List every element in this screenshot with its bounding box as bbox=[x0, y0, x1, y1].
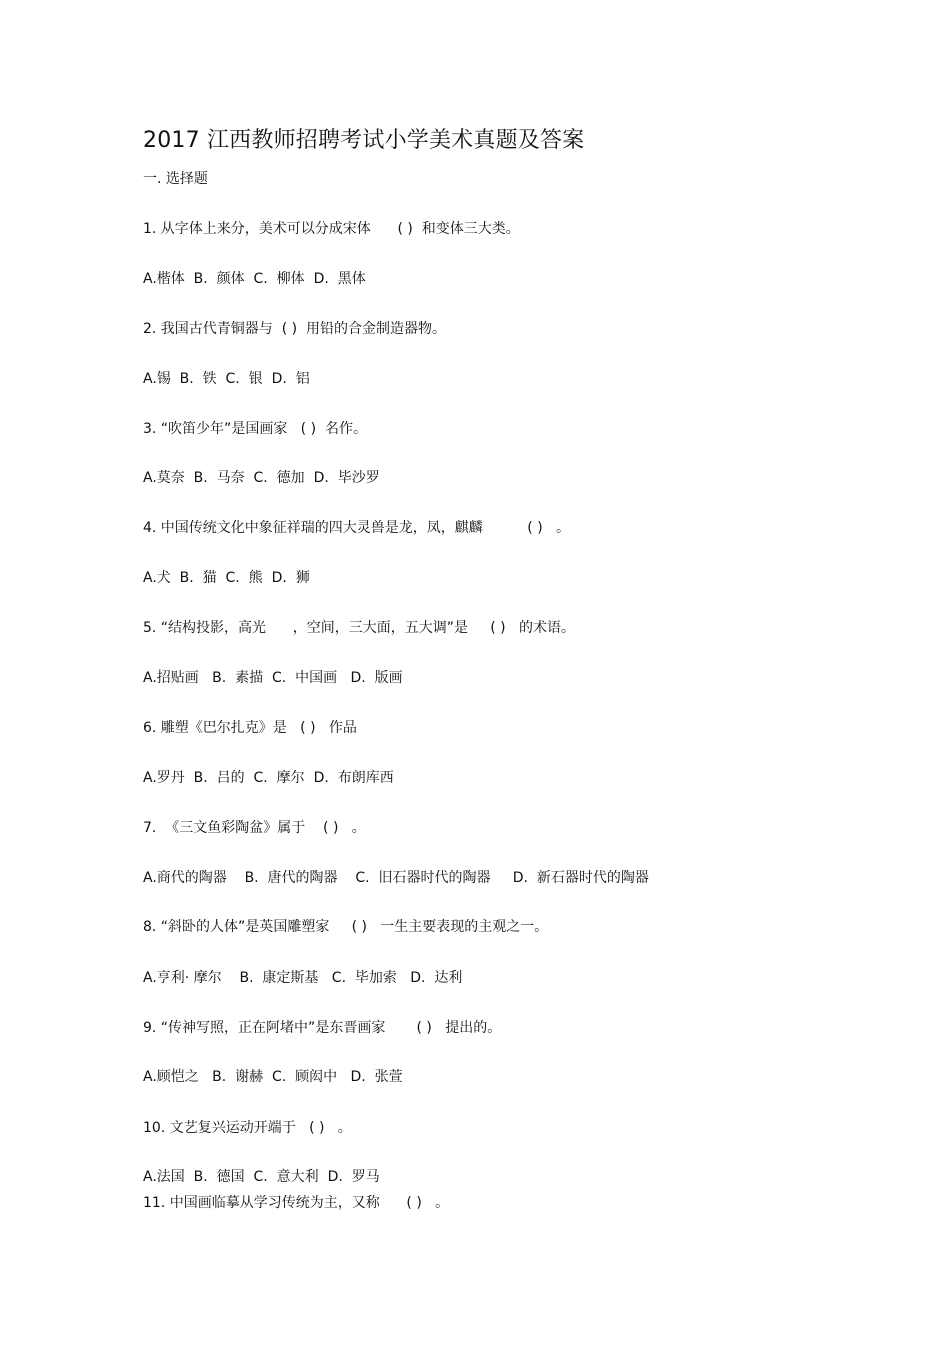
options-4: A.犬 B. 猫 C. 熊 D. 狮 bbox=[143, 570, 310, 586]
question-4: 4. 中国传统文化中象征祥瑞的四大灵兽是龙，凤，麒麟 ( ) 。 bbox=[143, 520, 571, 536]
options-10: A.法国 B. 德国 C. 意大利 D. 罗马 bbox=[143, 1169, 380, 1185]
options-8: A.亨利· 摩尔 B. 康定斯基 C. 毕加索 D. 达利 bbox=[143, 970, 463, 986]
options-1: A.楷体 B. 颜体 C. 柳体 D. 黑体 bbox=[143, 271, 366, 287]
options-9: A.顾恺之 B. 谢赫 C. 顾闳中 D. 张萱 bbox=[143, 1069, 403, 1085]
options-7: A.商代的陶器 B. 唐代的陶器 C. 旧石器时代的陶器 D. 新石器时代的陶器 bbox=[143, 870, 649, 886]
question-9: 9. “传神写照，正在阿堵中”是东晋画家 ( ) 提出的。 bbox=[143, 1020, 502, 1036]
question-1: 1. 从字体上来分，美术可以分成宋体 ( ) 和变体三大类。 bbox=[143, 221, 520, 237]
question-2: 2. 我国古代青铜器与 ( ) 用铅的合金制造器物。 bbox=[143, 321, 446, 337]
section-heading: 一. 选择题 bbox=[143, 171, 208, 187]
question-11: 11. 中国画临摹从学习传统为主，又称 ( ) 。 bbox=[143, 1195, 450, 1211]
options-6: A.罗丹 B. 吕的 C. 摩尔 D. 布朗库西 bbox=[143, 770, 394, 786]
options-2: A.锡 B. 铁 C. 银 D. 铝 bbox=[143, 371, 310, 387]
question-7: 7. 《三文鱼彩陶盆》属于 ( ) 。 bbox=[143, 820, 366, 836]
options-5: A.招贴画 B. 素描 C. 中国画 D. 版画 bbox=[143, 670, 403, 686]
question-5: 5. “结构投影，高光 ，空间，三大面，五大调”是 ( ) 的术语。 bbox=[143, 620, 575, 636]
question-3: 3. “吹笛少年”是国画家 ( ) 名作。 bbox=[143, 421, 367, 437]
options-3: A.莫奈 B. 马奈 C. 德加 D. 毕沙罗 bbox=[143, 470, 380, 486]
question-6: 6. 雕塑《巴尔扎克》是 ( ) 作品 bbox=[143, 720, 357, 736]
question-8: 8. “斜卧的人体”是英国雕塑家 ( ) 一生主要表现的主观之一。 bbox=[143, 919, 549, 935]
page-title: 2017 江西教师招聘考试小学美术真题及答案 bbox=[143, 128, 585, 153]
question-10: 10. 文艺复兴运动开端于 ( ) 。 bbox=[143, 1120, 352, 1136]
